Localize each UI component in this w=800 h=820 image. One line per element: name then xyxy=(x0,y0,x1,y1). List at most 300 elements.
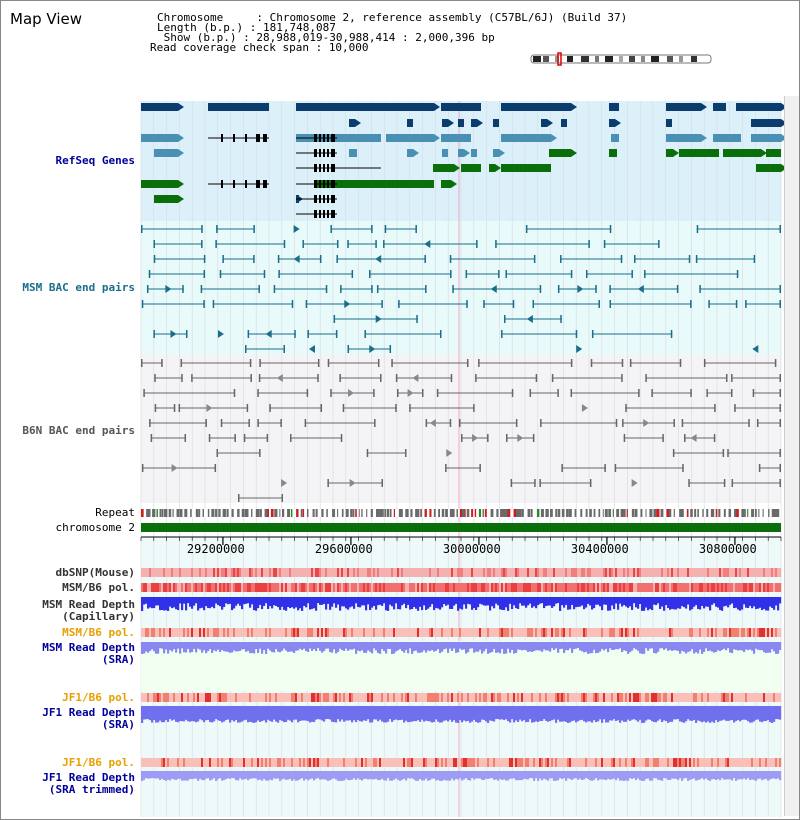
jf1-sra-depth-bar xyxy=(577,706,579,721)
msm-capillary-depth-bar xyxy=(675,597,677,609)
msm-b6-pol-sra-cell xyxy=(357,628,359,637)
msm-capillary-depth-bar xyxy=(203,597,205,610)
jf1-sra-depth-bar xyxy=(319,706,321,719)
msm-sra-depth-bar xyxy=(685,642,687,653)
jf1-b6-pol-trim-cell xyxy=(549,758,551,767)
msm-capillary-depth-bar xyxy=(299,597,301,608)
msm-b6-pol-cell xyxy=(625,583,627,592)
msm-b6-pol-cell xyxy=(563,583,565,592)
repeat-element xyxy=(589,509,592,517)
jf1-b6-pol-trim-cell xyxy=(507,758,509,767)
msm-b6-pol-sra-cell xyxy=(391,628,393,637)
jf1-sra-depth-bar xyxy=(215,706,217,719)
jf1-sra-depth-bar xyxy=(297,706,299,722)
msm-b6-pol-cell xyxy=(415,583,417,592)
b6n-bac-pair-end xyxy=(450,419,452,427)
msm-b6-pol-cell xyxy=(569,583,571,592)
msm-b6-pol-cell xyxy=(509,583,511,592)
msm-b6-pol-cell xyxy=(457,583,459,592)
msm-capillary-depth-bar xyxy=(163,597,165,610)
repeat-element xyxy=(702,509,703,517)
jf1-b6-pol-trim-cell xyxy=(519,758,521,767)
jf1-sra-trim-depth-bar xyxy=(483,771,485,780)
jf1-b6-pol-cell xyxy=(383,693,385,702)
repeat-element xyxy=(485,509,487,517)
jf1-sra-trim-depth-bar xyxy=(163,771,165,780)
msm-b6-pol-cell xyxy=(195,583,197,592)
msm-capillary-depth-bar xyxy=(643,597,645,611)
msm-capillary-depth-bar xyxy=(531,597,533,608)
msm-capillary-depth-bar xyxy=(433,597,435,610)
refseq-transcript-exon xyxy=(263,134,267,142)
jf1-sra-depth-bar xyxy=(751,706,753,722)
msm-bac-pair-end xyxy=(592,330,594,338)
dbsnp-cell xyxy=(761,568,763,577)
msm-capillary-depth-bar xyxy=(743,597,745,604)
msm-b6-pol-sra-cell xyxy=(425,628,427,637)
msm-b6-pol-cell xyxy=(699,583,701,592)
jf1-sra-trim-depth-bar xyxy=(195,771,197,779)
jf1-b6-pol-trim-cell xyxy=(197,758,199,767)
msm-b6-pol-sra-cell xyxy=(593,628,595,637)
chromosome-bar xyxy=(141,523,781,532)
msm-sra-depth-bar xyxy=(453,642,455,648)
dbsnp-cell xyxy=(149,568,151,577)
msm-b6-pol-sra-cell xyxy=(761,628,763,637)
dbsnp-cell xyxy=(627,568,629,577)
b6n-bac-pair-end xyxy=(248,419,250,427)
msm-b6-pol-sra-cell xyxy=(715,628,717,637)
dbsnp-cell xyxy=(173,568,175,577)
dbsnp-cell xyxy=(409,568,411,577)
msm-sra-depth-bar xyxy=(261,642,263,654)
jf1-sra-depth-bar xyxy=(775,706,777,719)
msm-b6-pol-cell xyxy=(221,583,223,592)
dbsnp-cell xyxy=(357,568,359,577)
msm-b6-pol-cell xyxy=(223,583,225,592)
jf1-b6-pol-trim-cell xyxy=(701,758,703,767)
jf1-sra-depth-bar xyxy=(415,706,417,721)
msm-sra-depth-bar xyxy=(723,642,725,649)
jf1-sra-trim-depth-bar xyxy=(155,771,157,778)
msm-bac-pair-end xyxy=(780,300,782,308)
msm-b6-pol-sra-cell xyxy=(447,628,449,637)
dbsnp-cell xyxy=(419,568,421,577)
refseq-gene-3 xyxy=(471,149,477,157)
dbsnp-cell xyxy=(231,568,233,577)
dbsnp-cell xyxy=(547,568,549,577)
msm-b6-pol-sra-cell xyxy=(639,628,641,637)
jf1-sra-depth-bar xyxy=(505,706,507,719)
b6n-bac-pair-end xyxy=(257,419,259,427)
msm-b6-pol-sra-cell xyxy=(315,628,317,637)
msm-capillary-depth-bar xyxy=(635,597,637,607)
refseq-gene-2 xyxy=(611,134,619,142)
msm-sra-depth-bar xyxy=(253,642,255,654)
msm-b6-pol-sra-cell xyxy=(535,628,537,637)
msm-b6-pol-cell xyxy=(397,583,399,592)
b6n-bac-pair-end xyxy=(714,404,716,412)
jf1-sra-depth-bar xyxy=(253,706,255,723)
msm-sra-depth-bar xyxy=(195,642,197,652)
dbsnp-cell xyxy=(479,568,481,577)
jf1-sra-trim-depth-bar xyxy=(181,771,183,781)
jf1-b6-pol-cell xyxy=(323,693,325,702)
repeat-element xyxy=(528,509,531,517)
jf1-b6-pol-cell xyxy=(439,693,441,702)
dbsnp-cell xyxy=(153,568,155,577)
jf1-sra-trim-depth-bar xyxy=(603,771,605,780)
jf1-b6-pol-trim-cell xyxy=(385,758,387,767)
msm-sra-depth-bar xyxy=(505,642,507,654)
repeat-element xyxy=(282,509,284,517)
msm-capillary-depth-bar xyxy=(711,597,713,605)
dbsnp-cell xyxy=(273,568,275,577)
msm-capillary-depth-bar xyxy=(719,597,721,610)
msm-capillary-depth-bar xyxy=(595,597,597,605)
dbsnp-cell xyxy=(299,568,301,577)
msm-bac-pair-end xyxy=(498,270,500,278)
dbsnp-cell xyxy=(495,568,497,577)
msm-sra-depth-bar xyxy=(543,642,545,649)
dbsnp-cell xyxy=(305,568,307,577)
msm-b6-pol-sra-cell xyxy=(609,628,611,637)
jf1-b6-pol-trim-cell xyxy=(455,758,457,767)
msm-capillary-depth-bar xyxy=(735,597,737,608)
jf1-sra-depth-bar xyxy=(213,706,215,721)
jf1-sra-depth-bar xyxy=(149,706,151,720)
dbsnp-cell xyxy=(329,568,331,577)
jf1-b6-pol-trim-cell xyxy=(603,758,605,767)
dbsnp-cell xyxy=(689,568,691,577)
msm-b6-pol-sra-cell xyxy=(665,628,667,637)
jf1-sra-trim-depth-bar xyxy=(331,771,333,779)
jf1-b6-pol-cell xyxy=(425,693,427,702)
jf1-b6-pol-trim-cell xyxy=(591,758,593,767)
jf1-b6-pol-cell xyxy=(269,693,271,702)
label-msm-read-depth-sra-line2: (SRA) xyxy=(101,653,135,666)
b6n-bac-pair-end xyxy=(395,404,397,412)
jf1-sra-trim-depth-bar xyxy=(395,771,397,778)
repeat-element xyxy=(661,509,664,517)
jf1-b6-pol-trim-cell xyxy=(155,758,157,767)
msm-b6-pol-sra-cell xyxy=(769,628,771,637)
jf1-b6-pol-cell xyxy=(253,693,255,702)
jf1-b6-pol-trim-cell xyxy=(337,758,339,767)
msm-sra-depth-bar xyxy=(249,642,251,653)
msm-b6-pol-sra-cell xyxy=(419,628,421,637)
dbsnp-cell xyxy=(723,568,725,577)
jf1-sra-depth-bar xyxy=(763,706,765,721)
dbsnp-cell xyxy=(393,568,395,577)
dbsnp-cell xyxy=(337,568,339,577)
msm-sra-depth-bar xyxy=(403,642,405,653)
msm-b6-pol-cell xyxy=(201,583,203,592)
refseq-gene-1 xyxy=(442,119,448,127)
b6n-bac-pair-end xyxy=(552,374,554,382)
jf1-b6-pol-trim-cell xyxy=(427,758,429,767)
jf1-b6-pol-cell xyxy=(221,693,223,702)
jf1-sra-depth-bar xyxy=(385,706,387,723)
msm-capillary-depth-bar xyxy=(173,597,175,607)
repeat-element xyxy=(405,509,408,517)
msm-capillary-depth-bar xyxy=(151,597,153,608)
msm-sra-depth-bar xyxy=(387,642,389,649)
jf1-sra-depth-bar xyxy=(191,706,193,721)
msm-b6-pol-cell xyxy=(545,583,547,592)
jf1-b6-pol-trim-cell xyxy=(717,758,719,767)
refseq-gene-1 xyxy=(561,119,567,127)
jf1-sra-depth-bar xyxy=(607,706,609,722)
msm-b6-pol-sra-cell xyxy=(377,628,379,637)
msm-b6-pol-cell xyxy=(375,583,377,592)
jf1-sra-depth-bar xyxy=(393,706,395,720)
msm-sra-depth-bar xyxy=(353,642,355,649)
jf1-sra-trim-depth-bar xyxy=(709,771,711,781)
msm-sra-depth-bar xyxy=(733,642,735,649)
jf1-sra-depth-bar xyxy=(151,706,153,723)
msm-capillary-depth-bar xyxy=(561,597,563,605)
dbsnp-cell xyxy=(365,568,367,577)
dbsnp-cell xyxy=(483,568,485,577)
msm-bac-pair-end xyxy=(586,270,588,278)
jf1-b6-pol-cell xyxy=(287,693,289,702)
jf1-sra-depth-bar xyxy=(651,706,653,721)
jf1-b6-pol-trim-cell xyxy=(153,758,155,767)
jf1-b6-pol-cell xyxy=(321,693,323,702)
msm-b6-pol-cell xyxy=(501,583,503,592)
dbsnp-cell xyxy=(141,568,143,577)
jf1-sra-trim-depth-bar xyxy=(249,771,251,779)
jf1-b6-pol-trim-cell xyxy=(683,758,685,767)
b6n-bac-pair-end xyxy=(726,374,728,382)
jf1-sra-trim-depth-bar xyxy=(659,771,661,780)
msm-b6-pol-cell xyxy=(235,583,237,592)
jf1-b6-pol-trim-cell xyxy=(283,758,285,767)
dbsnp-cell xyxy=(353,568,355,577)
info-chromosome-key: Chromosome : xyxy=(157,11,270,24)
msm-bac-pair-end xyxy=(149,270,151,278)
jf1-sra-trim-depth-bar xyxy=(651,771,653,781)
repeat-element xyxy=(531,509,533,517)
b6n-bac-pair-end xyxy=(290,434,292,442)
msm-capillary-depth-bar xyxy=(381,597,383,606)
msm-bac-pair-end xyxy=(504,315,506,323)
dbsnp-cell xyxy=(391,568,393,577)
msm-b6-pol-sra-cell xyxy=(629,628,631,637)
jf1-b6-pol-cell xyxy=(175,693,177,702)
repeat-element xyxy=(237,509,239,517)
jf1-sra-trim-depth-bar xyxy=(225,771,227,779)
msm-b6-pol-sra-cell xyxy=(779,628,781,637)
jf1-b6-pol-cell xyxy=(597,693,599,702)
repeat-element xyxy=(555,509,557,517)
msm-sra-depth-bar xyxy=(475,642,477,652)
msm-sra-depth-bar xyxy=(695,642,697,652)
msm-capillary-depth-bar xyxy=(395,597,397,603)
msm-b6-pol-sra-cell xyxy=(585,628,587,637)
jf1-sra-trim-depth-bar xyxy=(215,771,217,781)
msm-b6-pol-sra-cell xyxy=(605,628,607,637)
jf1-sra-trim-depth-bar xyxy=(637,771,639,778)
msm-b6-pol-sra-cell xyxy=(511,628,513,637)
jf1-sra-trim-depth-bar xyxy=(493,771,495,780)
msm-b6-pol-cell xyxy=(505,583,507,592)
jf1-sra-depth-bar xyxy=(325,706,327,719)
vertical-scrollbar[interactable] xyxy=(784,96,799,816)
jf1-b6-pol-trim-cell xyxy=(205,758,207,767)
msm-sra-depth-bar xyxy=(205,642,207,653)
jf1-sra-depth-bar xyxy=(727,706,729,721)
msm-capillary-depth-bar xyxy=(429,597,431,607)
msm-b6-pol-sra-cell xyxy=(483,628,485,637)
jf1-b6-pol-trim-cell xyxy=(607,758,609,767)
msm-sra-depth-bar xyxy=(411,642,413,654)
jf1-b6-pol-trim-cell xyxy=(345,758,347,767)
dbsnp-cell xyxy=(401,568,403,577)
jf1-b6-pol-cell xyxy=(165,693,167,702)
jf1-sra-trim-depth-bar xyxy=(599,771,601,779)
msm-sra-depth-bar xyxy=(371,642,373,653)
jf1-sra-trim-depth-bar xyxy=(531,771,533,778)
jf1-b6-pol-cell xyxy=(335,693,337,702)
jf1-b6-pol-cell xyxy=(599,693,601,702)
jf1-sra-trim-depth-bar xyxy=(739,771,741,779)
b6n-bac-pair-end xyxy=(512,389,514,397)
jf1-sra-depth-bar xyxy=(291,706,293,722)
jf1-sra-trim-depth-bar xyxy=(545,771,547,780)
msm-b6-pol-cell xyxy=(691,583,693,592)
msm-sra-depth-bar xyxy=(525,642,527,650)
msm-sra-depth-bar xyxy=(587,642,589,654)
b6n-bac-pair-end xyxy=(221,419,223,427)
jf1-sra-depth-bar xyxy=(583,706,585,721)
jf1-sra-trim-depth-bar xyxy=(615,771,617,780)
msm-capillary-depth-bar xyxy=(767,597,769,611)
msm-b6-pol-sra-cell xyxy=(421,628,423,637)
jf1-sra-trim-depth-bar xyxy=(407,771,409,778)
jf1-sra-trim-depth-bar xyxy=(485,771,487,779)
jf1-sra-depth-bar xyxy=(741,706,743,720)
jf1-sra-depth-bar xyxy=(679,706,681,721)
msm-b6-pol-sra-cell xyxy=(225,628,227,637)
jf1-b6-pol-cell xyxy=(691,693,693,702)
jf1-b6-pol-cell xyxy=(305,693,307,702)
msm-capillary-depth-bar xyxy=(553,597,555,606)
msm-capillary-depth-bar xyxy=(631,597,633,610)
jf1-b6-pol-cell xyxy=(619,693,621,702)
jf1-sra-depth-bar xyxy=(403,706,405,722)
msm-b6-pol-sra-cell xyxy=(735,628,737,637)
msm-b6-pol-sra-cell xyxy=(431,628,433,637)
msm-b6-pol-sra-cell xyxy=(689,628,691,637)
msm-b6-pol-cell xyxy=(527,583,529,592)
msm-sra-depth-bar xyxy=(281,642,283,651)
jf1-sra-depth-bar xyxy=(305,706,307,721)
jf1-b6-pol-trim-cell xyxy=(605,758,607,767)
msm-capillary-depth-bar xyxy=(469,597,471,604)
jf1-b6-pol-cell xyxy=(173,693,175,702)
jf1-sra-depth-bar xyxy=(353,706,355,720)
jf1-b6-pol-trim-cell xyxy=(173,758,175,767)
msm-sra-depth-bar xyxy=(519,642,521,650)
jf1-b6-pol-trim-cell xyxy=(609,758,611,767)
b6n-bac-pair-end xyxy=(731,389,733,397)
refseq-gene-3 xyxy=(493,149,499,157)
jf1-sra-trim-depth-bar xyxy=(473,771,475,780)
msm-b6-pol-sra-cell xyxy=(621,628,623,637)
jf1-b6-pol-trim-cell xyxy=(267,758,269,767)
msm-b6-pol-sra-cell xyxy=(381,628,383,637)
info-coverage-value: 10,000 xyxy=(328,41,369,54)
msm-b6-pol-cell xyxy=(193,583,195,592)
b6n-bac-pair-end xyxy=(318,359,320,367)
msm-b6-pol-cell xyxy=(575,583,577,592)
msm-capillary-depth-bar xyxy=(671,597,673,609)
msm-sra-depth-bar xyxy=(617,642,619,649)
msm-b6-pol-cell xyxy=(369,583,371,592)
jf1-b6-pol-cell xyxy=(143,693,145,702)
msm-b6-pol-sra-cell xyxy=(507,628,509,637)
msm-b6-pol-sra-cell xyxy=(349,628,351,637)
dbsnp-cell xyxy=(595,568,597,577)
msm-b6-pol-cell xyxy=(469,583,471,592)
jf1-b6-pol-trim-cell xyxy=(757,758,759,767)
msm-b6-pol-cell xyxy=(437,583,439,592)
jf1-sra-depth-bar xyxy=(581,706,583,720)
msm-capillary-depth-bar xyxy=(611,597,613,605)
jf1-b6-pol-trim-cell xyxy=(157,758,159,767)
msm-capillary-depth-bar xyxy=(143,597,145,604)
msm-bac-pair-end xyxy=(450,255,452,263)
msm-bac-pair-end xyxy=(450,270,452,278)
jf1-b6-pol-cell xyxy=(459,693,461,702)
msm-b6-pol-sra-cell xyxy=(551,628,553,637)
msm-bac-pair-end xyxy=(560,255,562,263)
jf1-b6-pol-cell xyxy=(693,693,695,702)
dbsnp-cell xyxy=(659,568,661,577)
msm-b6-pol-cell xyxy=(521,583,523,592)
jf1-sra-trim-depth-bar xyxy=(533,771,535,781)
jf1-b6-pol-cell xyxy=(577,693,579,702)
msm-b6-pol-sra-cell xyxy=(701,628,703,637)
msm-sra-depth-bar xyxy=(429,642,431,651)
msm-bac-pair-end xyxy=(571,270,573,278)
b6n-bac-pair-end xyxy=(374,419,376,427)
repeat-element xyxy=(744,509,746,517)
msm-capillary-depth-bar xyxy=(359,597,361,607)
jf1-b6-pol-trim-cell xyxy=(319,758,321,767)
jf1-b6-pol-trim-cell xyxy=(599,758,601,767)
b6n-bac-pair-end xyxy=(234,434,236,442)
b6n-bac-pair-end xyxy=(723,449,725,457)
msm-b6-pol-cell xyxy=(177,583,179,592)
msm-sra-depth-bar xyxy=(589,642,591,653)
jf1-sra-depth-bar xyxy=(629,706,631,721)
jf1-b6-pol-trim-cell xyxy=(655,758,657,767)
msm-b6-pol-sra-cell xyxy=(659,628,661,637)
msm-bac-pair-end xyxy=(631,270,633,278)
dbsnp-cell xyxy=(575,568,577,577)
b6n-bac-pair-end xyxy=(181,374,183,382)
dbsnp-cell xyxy=(145,568,147,577)
jf1-b6-pol-cell xyxy=(195,693,197,702)
msm-b6-pol-cell xyxy=(641,583,643,592)
msm-capillary-depth-bar xyxy=(273,597,275,605)
jf1-b6-pol-cell xyxy=(469,693,471,702)
msm-bac-pair-end xyxy=(604,240,606,248)
jf1-b6-pol-cell xyxy=(155,693,157,702)
